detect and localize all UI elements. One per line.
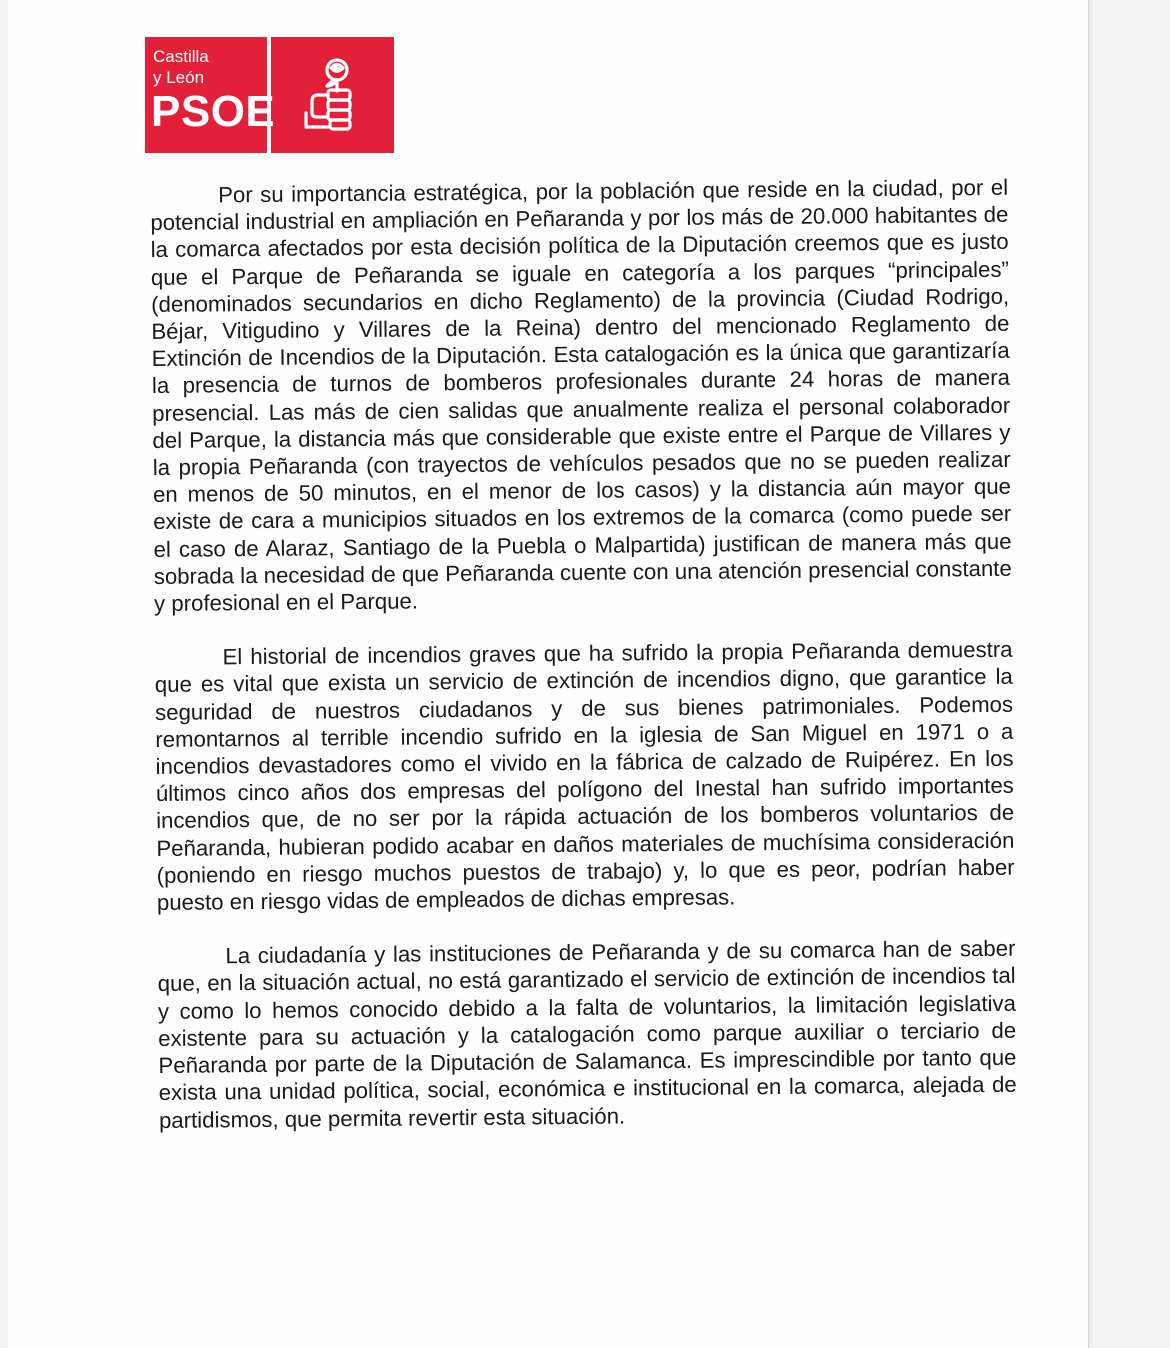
logo-wordmark-block: [145, 37, 276, 153]
psoe-logo: [145, 37, 394, 153]
logo-party-name: PSOE: [151, 87, 276, 136]
fist-and-rose-icon: [298, 55, 368, 135]
logo-region: [153, 46, 209, 88]
letter-body: [150, 174, 1017, 1161]
paragraph: La ciudadanía y las instituciones de Peñaranda y de su comarca han de saber que, en la situación actual, no está garantizado el servicio de extinción de incendios tal y como lo hemos conocido debido a la falta de voluntarios, la limitación legislativa existente para su actuación y la catalogación como parque auxiliar o terciario de Peñaranda por parte de la Diputación de Salamanca. Es imprescindible por tanto que exista una unidad política, social, económica e institucional en la comarca, alejada de partidismos, que permita revertir esta situación.: [157, 936, 1017, 1133]
page-margin: [1092, 0, 1170, 1348]
logo-emblem-block: [271, 37, 394, 153]
paragraph: El historial de incendios graves que ha sufrido la propia Peñaranda demuestra que es vital que exista un servicio de extinción de incendios digno, que garantice la seguridad de nuestros ciudadanos y de sus bienes patrimoniales. Podemos remontarnos al terrible incendio sufrido en la iglesia de San Miguel en 1971 o a incendios devastadores como el vivido en la fábrica de calzado de Ruipérez. En los últimos cinco años dos empresas del polígono del Inestal han sufrido importantes incendios que, de no ser por la rápida actuación de los bomberos voluntarios de Peñaranda, hubieran podido acabar en daños materiales de muchísima consideración (poniendo en riesgo muchos puestos de trabajo) y, lo que es peor, podrían haber puesto en riesgo vidas de empleados de dichas empresas.: [154, 636, 1015, 916]
logo-region-line1: Castilla: [153, 47, 209, 66]
logo-region-line2: y León: [153, 68, 205, 87]
paragraph: Por su importancia estratégica, por la población que reside en la ciudad, por el potencial industrial en ampliación en Peñaranda y por los más de 20.000 habitantes de la comarca afectados por esta decisión política de la Diputación creemos que es justo que el Parque de Peñaranda se iguale en categoría a los parques “principales” (denominados secundarios en dicho Reglamento) de la provincia (Ciudad Rodrigo, Béjar, Vitigudino y Villares de la Reina) dentro del mencionado Reglamento de Extinción de Incendios de la Diputación. Esta catalogación es la única que garantizaría la presencia de turnos de bomberos profesionales durante 24 horas de manera presencial. Las más de cien salidas que anualmente realiza el personal colaborador del Parque, la distancia más que considerable que existe entre el Parque de Villares y la propia Peñaranda (con trayectos de vehículos pesados que no se pueden realizar en menos de 50 minutos, en el menor de los casos) y la distancia aún mayor que existe de cara a municipios situados en los extremos de la comarca (como puede ser el caso de Alaraz, Santiago de la Puebla o Malpartida) justifican de manera más que sobrada la necesidad de que Peñaranda cuente con una atención presencial constante y profesional en el Parque.: [150, 174, 1012, 617]
